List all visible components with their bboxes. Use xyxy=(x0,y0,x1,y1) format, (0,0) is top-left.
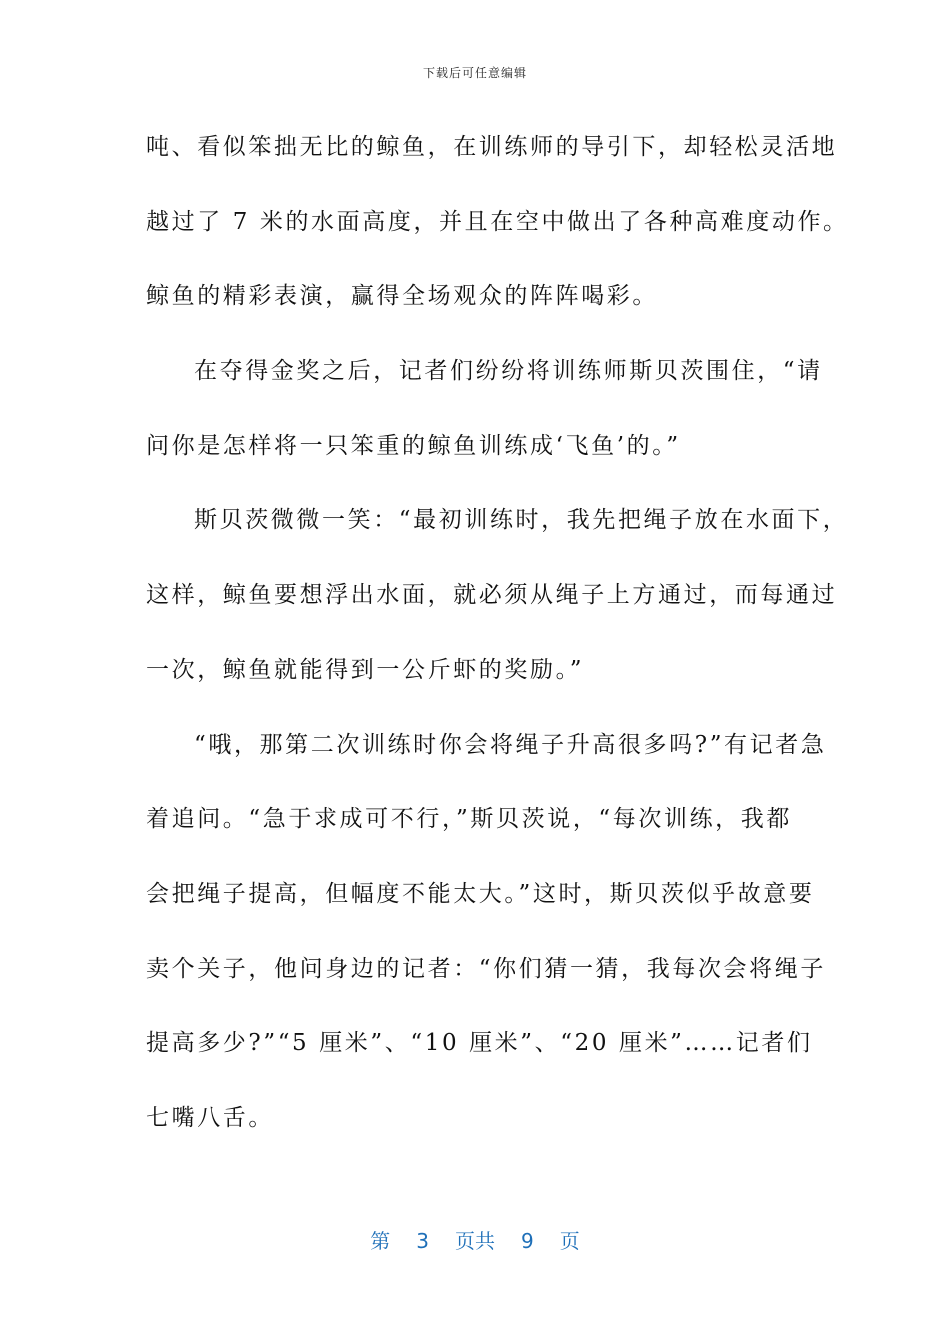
text-line: 会把绳子提高，但幅度不能太大。”这时，斯贝茨似乎故意要 xyxy=(146,880,815,907)
text-line: 在夺得金奖之后，记者们纷纷将训练师斯贝茨围住，“请 xyxy=(194,358,823,385)
text-line: 七嘴八舌。 xyxy=(146,1104,274,1131)
text-line: 着追问。“急于求成可不行，”斯贝茨说，“每次训练，我都 xyxy=(146,806,792,833)
current-page-number: 3 xyxy=(416,1229,429,1253)
total-page-number: 9 xyxy=(521,1229,534,1253)
text-line: 卖个关子，他问身边的记者：“你们猜一猜，我每次会将绳子 xyxy=(146,955,826,982)
page-suffix: 页 xyxy=(559,1229,580,1253)
document-body xyxy=(146,122,849,1168)
text-line: 一次，鲸鱼就能得到一公斤虾的奖励。” xyxy=(146,656,585,683)
header-note: 下载后可任意编辑 xyxy=(422,66,527,80)
text-line: 鲸鱼的精彩表演，赢得全场观众的阵阵喝彩。 xyxy=(146,283,658,310)
page-middle: 页共 xyxy=(455,1229,495,1253)
text-line: “哦，那第二次训练时你会将绳子升高很多吗?”有记者急 xyxy=(194,731,827,758)
text-line: 吨、看似笨拙无比的鲸鱼，在训练师的导引下，却轻松灵活地 xyxy=(146,134,838,160)
page-footer xyxy=(0,1225,950,1254)
text-line: 提高多少?”“5 厘米”、“10 厘米”、“20 厘米”……记者们 xyxy=(146,1030,813,1057)
text-line: 问你是怎样将一只笨重的鲸鱼训练成‘飞鱼’的。” xyxy=(146,432,681,459)
text-line: 斯贝茨微微一笑：“最初训练时，我先把绳子放在水面下， xyxy=(194,507,849,534)
page-prefix: 第 xyxy=(370,1229,391,1253)
text-line: 这样，鲸鱼要想浮出水面，就必须从绳子上方通过，而每通过 xyxy=(146,582,838,609)
text-line: 越过了 7 米的水面高度，并且在空中做出了各种高难度动作。 xyxy=(146,208,849,235)
